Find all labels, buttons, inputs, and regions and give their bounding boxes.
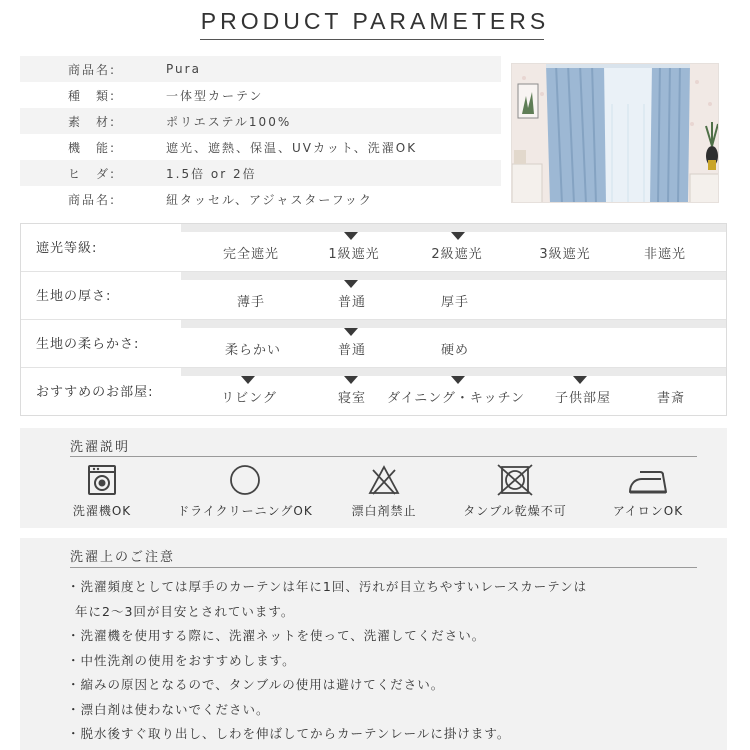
spec-row — [20, 160, 501, 186]
panel-divider — [70, 567, 697, 568]
scale-option: 書斎 — [656, 391, 686, 406]
selected-marker — [241, 376, 255, 384]
selected-marker — [344, 280, 358, 288]
selected-marker — [451, 232, 465, 240]
spec-key: 商品名: — [68, 192, 117, 207]
scale-bar — [181, 368, 726, 376]
scale-option: 普通 — [337, 343, 367, 358]
scale-option: 1級遮光 — [328, 247, 380, 262]
scale-label: おすすめのお部屋: — [36, 385, 154, 400]
wash-label: タンブル乾燥不可 — [463, 504, 567, 518]
scale-option: 硬め — [440, 343, 470, 358]
caution-notes — [67, 575, 707, 747]
wash-label: アイロンOK — [612, 504, 684, 518]
scale-row-room — [21, 368, 726, 416]
scale-option: 普通 — [337, 295, 367, 310]
spec-value: 遮光、遮熱、保温、UVカット、洗濯OK — [166, 140, 418, 155]
scale-bar — [181, 272, 726, 280]
spec-key: ヒ ダ: — [68, 166, 117, 181]
spec-value: ポリエステル100% — [166, 114, 292, 129]
scale-row-softness — [21, 320, 726, 368]
spec-value: Pura — [166, 62, 201, 76]
caution-note: 年に2～3回が目安とされています。 — [75, 603, 295, 619]
caution-note: ・漂白剤は使わないでください。 — [67, 701, 270, 717]
wash-item — [314, 464, 454, 519]
scale-option: ダイニング・キッチン — [386, 391, 526, 406]
washing-caution-panel — [20, 538, 727, 750]
no-bleach-icon — [367, 464, 401, 496]
scale-option: 薄手 — [236, 295, 266, 310]
spec-key: 商品名: — [68, 62, 117, 77]
spec-key: 機 能: — [68, 140, 117, 155]
spec-value: 1.5倍 or 2倍 — [166, 166, 257, 181]
scale-option: 完全遮光 — [222, 247, 280, 262]
scale-bar — [181, 320, 726, 328]
scale-row-thickness — [21, 272, 726, 320]
scale-option: リビング — [221, 391, 277, 406]
scale-option: 子供部屋 — [554, 391, 612, 406]
wash-item — [175, 464, 315, 519]
spec-row — [20, 134, 501, 160]
scale-option: 2級遮光 — [431, 247, 483, 262]
product-photo — [511, 63, 719, 203]
spec-value: 一体型カーテン — [166, 88, 264, 103]
scale-option: 柔らかい — [224, 343, 282, 358]
caution-note: ・洗濯機を使用する際に、洗濯ネットを使って、洗濯してください。 — [67, 628, 486, 643]
dry-clean-icon — [229, 464, 261, 496]
scale-label: 遮光等級: — [36, 241, 98, 256]
selected-marker — [451, 376, 465, 384]
caution-note: ・縮みの原因となるので、タンブルの使用は避けてください。 — [67, 677, 445, 692]
parameter-scale-table — [20, 223, 727, 416]
selected-marker — [344, 376, 358, 384]
selected-marker — [344, 328, 358, 336]
wash-label: 漂白剤禁止 — [351, 504, 417, 518]
washing-instructions-panel — [20, 428, 727, 528]
washing-machine-icon — [87, 464, 117, 496]
spec-table — [20, 56, 501, 212]
spec-row — [20, 82, 501, 108]
panel-title: 洗濯上のご注意 — [70, 550, 176, 565]
panel-divider — [70, 456, 697, 457]
scale-label: 生地の柔らかさ: — [36, 337, 140, 352]
scale-row-shading — [21, 224, 726, 272]
spec-row — [20, 108, 501, 134]
curtain-room-illustration — [512, 64, 719, 203]
title-underline — [200, 39, 544, 40]
caution-note: ・脱水後すぐ取り出し、しわを伸ばしてからカーテンレールに掛けます。 — [67, 726, 511, 741]
wash-item — [445, 464, 585, 519]
spec-key: 素 材: — [68, 114, 117, 129]
scale-label: 生地の厚さ: — [36, 289, 112, 304]
scale-option: 厚手 — [440, 295, 470, 310]
panel-title: 洗濯説明 — [70, 440, 131, 455]
no-tumble-dry-icon — [497, 464, 533, 496]
iron-icon — [626, 464, 670, 496]
page-title: PRODUCT PARAMETERS — [200, 8, 550, 34]
scale-option: 3級遮光 — [539, 247, 591, 262]
wash-label: ドライクリーニングOK — [177, 504, 313, 518]
scale-option: 非遮光 — [643, 247, 687, 262]
scale-option: 寝室 — [337, 391, 367, 406]
selected-marker — [344, 232, 358, 240]
spec-key: 種 類: — [68, 88, 117, 103]
wash-item — [32, 464, 172, 519]
spec-row — [20, 56, 501, 82]
spec-row — [20, 186, 501, 212]
scale-bar — [181, 224, 726, 232]
caution-note: ・中性洗剤の使用をおすすめします。 — [67, 652, 296, 668]
selected-marker — [573, 376, 587, 384]
wash-label: 洗濯機OK — [72, 504, 132, 518]
spec-value: 紐タッセル、アジャスターフック — [166, 192, 373, 207]
wash-item — [578, 464, 718, 519]
caution-note: ・洗濯頻度としては厚手のカーテンは年に1回、汚れが目立ちやすいレースカーテンは — [67, 579, 588, 594]
